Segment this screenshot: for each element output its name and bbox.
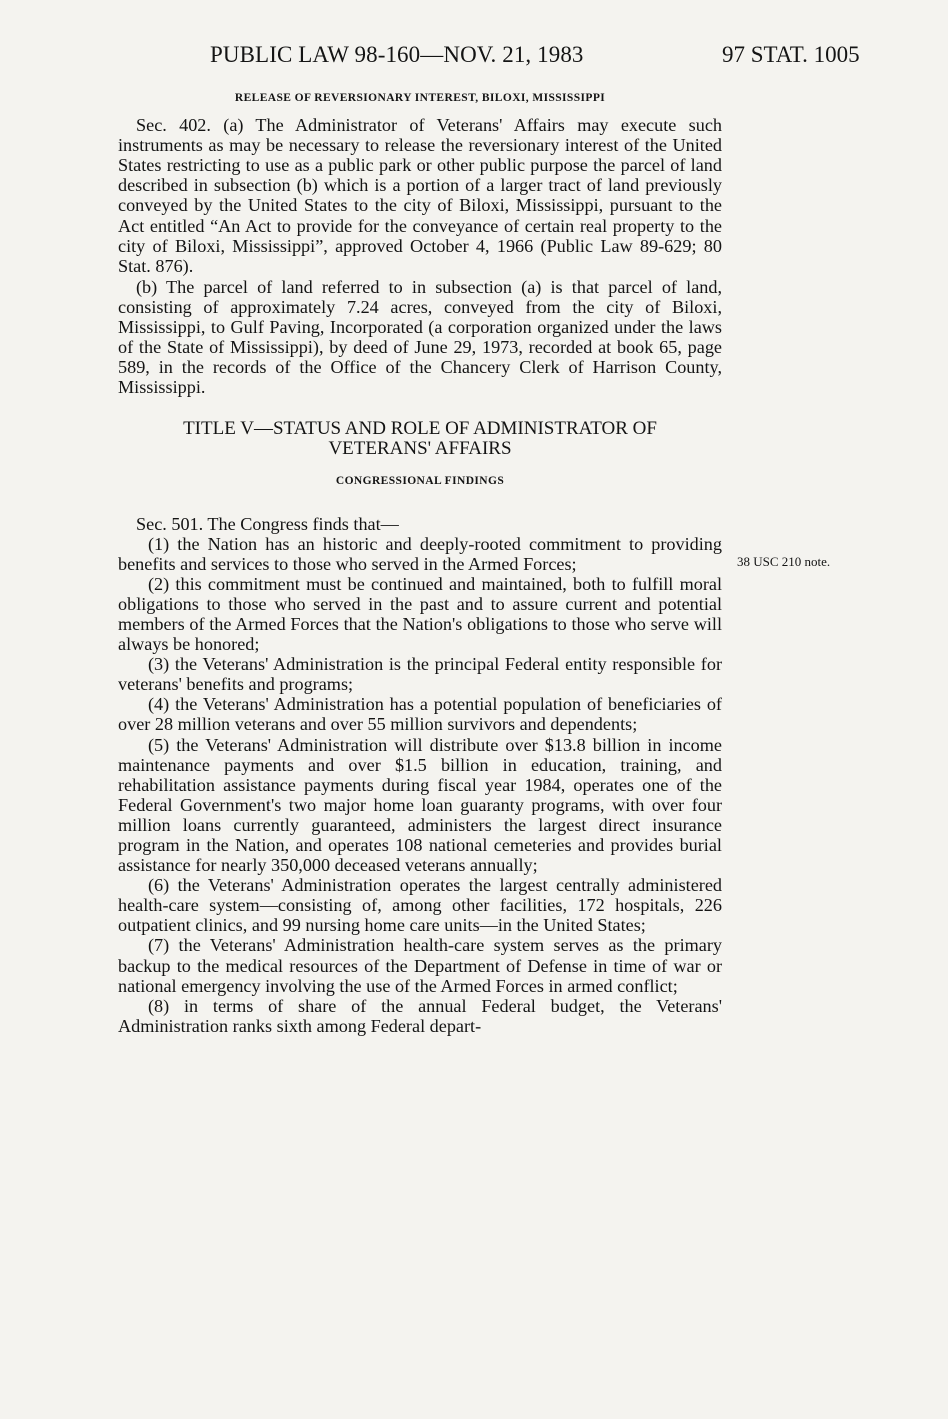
finding-item-4: (4) the Veterans' Administration has a potential population of beneficiaries of over 28 million veterans and over 55 million survivors and dependents; xyxy=(118,694,722,735)
finding-item-7: (7) the Veterans' Administration health-care system serves as the primary backup to the medical resources of the Department of Defense in time of war or national emergency involving the use of the Armed Forces in armed conflict; xyxy=(118,935,722,996)
title-v-heading xyxy=(118,419,722,459)
congressional-findings-heading: CONGRESSIONAL FINDINGS xyxy=(335,475,505,488)
title-v-line-1: TITLE V—STATUS AND ROLE OF ADMINISTRATOR OF xyxy=(183,418,657,440)
section-402-heading: RELEASE OF REVERSIONARY INTEREST, BILOXI, MISSISSIPPI xyxy=(234,92,606,104)
finding-item-5: (5) the Veterans' Administration will distribute over $13.8 billion in income maintenance payments and over $1.5 billion in education, training, and rehabilitation assistance payments during fiscal year 1984, operates one of the Federal Government's two major home loan guaranty programs, with over four million loans currently guaranteed, administers the largest direct insurance program in the Nation, and operates 108 national cemeteries and provides burial assistance for nearly 350,000 deceased veterans annually; xyxy=(118,734,722,876)
margin-note-citation: 38 USC 210 note. xyxy=(737,554,831,569)
running-header-stat: 97 STAT. 1005 xyxy=(722,42,860,67)
finding-item-2: (2) this commitment must be continued and maintained, both to fulfill moral obligations to those who served in the past and to assure current and potential members of the Armed Forces that the Nation's obligations to those who serve will always be honored; xyxy=(118,573,722,655)
section-501-intro: Sec. 501. The Congress finds that— xyxy=(136,513,399,534)
page-body xyxy=(118,88,722,1036)
finding-item-6: (6) the Veterans' Administration operates the largest centrally administered health-care system—consisting of, among other facilities, 172 hospitals, 226 outpatient clinics, and 99 nursing home care units—in the United States; xyxy=(118,875,722,936)
finding-item-1: (1) the Nation has an historic and deeply-rooted commitment to providing benefits and services to those who served in the Armed Forces; xyxy=(118,533,722,574)
title-v-line-2: VETERANS' AFFAIRS xyxy=(328,438,512,460)
section-402-para-b: (b) The parcel of land referred to in subsection (a) is that parcel of land, consisting of approximately 7.24 acres, conveyed from the city of Biloxi, Mississippi, to Gulf Paving, Incorporated (a corporation organized under the laws of the State of Mississippi), by deed of June 29, 1973, recorded at book 65, page 589, in the records of the Office of the Chancery Clerk of Harrison County, Mississippi. xyxy=(118,276,722,398)
finding-item-8: (8) in terms of share of the annual Federal budget, the Veterans' Administration ranks sixth among Federal depart- xyxy=(118,995,722,1036)
running-header-law: PUBLIC LAW 98-160—NOV. 21, 1983 xyxy=(210,42,584,67)
finding-item-3: (3) the Veterans' Administration is the principal Federal entity responsible for veterans' benefits and programs; xyxy=(118,654,722,695)
section-402-para-a: Sec. 402. (a) The Administrator of Veterans' Affairs may execute such instruments as may be necessary to release the reversionary interest of the United States restricting to use as a public park or other public purpose the parcel of land described in subsection (b) which is a portion of a larger tract of land previously conveyed by the United States to the city of Biloxi, Mississippi, pursuant to the Act entitled “An Act to provide for the conveyance of certain real property to the city of Biloxi, Mississippi”, approved October 4, 1966 (Public Law 89-629; 80 Stat. 876). xyxy=(118,115,722,276)
